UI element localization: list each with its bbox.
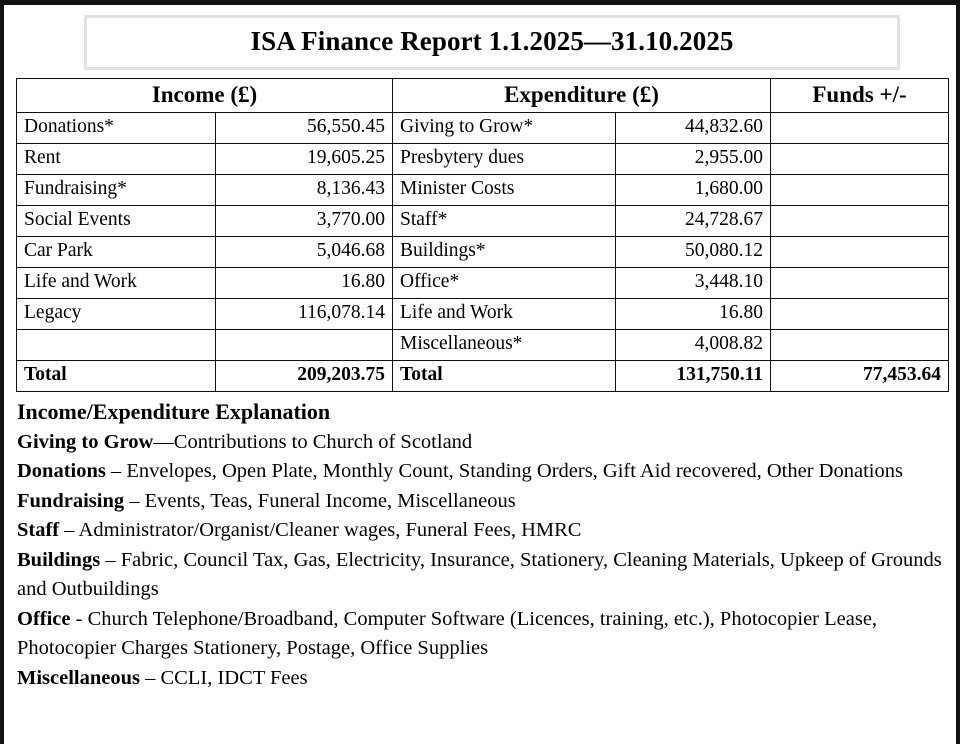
expenditure-amount-cell: 16.80 [616,299,771,330]
table-header-row [17,79,949,113]
explanation-section [17,397,947,693]
expenditure-amount-cell: 24,728.67 [616,206,771,237]
income-category-cell: Life and Work [17,268,216,299]
column-header-funds: Funds +/- [771,79,949,113]
report-title-box [84,15,900,70]
explanation-entry [17,487,947,517]
income-category-cell: Social Events [17,206,216,237]
explanation-text: Administrator/Organist/Cleaner wages, Funeral Fees, HMRC [78,519,582,542]
income-amount-cell: 8,136.43 [216,175,393,206]
expenditure-category-cell: Giving to Grow* [393,113,616,144]
funds-total-amount: 77,453.64 [771,361,949,392]
explanation-term: Donations [17,460,106,483]
table-row [17,113,949,144]
expenditure-amount-cell: 44,832.60 [616,113,771,144]
income-amount-cell: 116,078.14 [216,299,393,330]
explanation-term: Miscellaneous [17,666,140,689]
expenditure-amount-cell: 3,448.10 [616,268,771,299]
explanation-heading: Income/Expenditure Explanation [17,399,331,425]
expenditure-amount-cell: 1,680.00 [616,175,771,206]
explanation-separator: - [70,607,88,630]
explanation-entry [17,457,947,487]
expenditure-total-label: Total [393,361,616,392]
explanation-entry [17,428,947,458]
table-row [17,330,949,361]
income-category-cell: Donations* [17,113,216,144]
explanation-term: Giving to Grow [17,430,154,453]
explanation-text: Church Telephone/Broadband, Computer Software (Licences, training, etc.), Photocopier Lease, Photocopier Charges Stationery, Postage, Office Supplies [17,607,878,660]
expenditure-amount-cell: 50,080.12 [616,237,771,268]
explanation-entry [17,605,947,664]
income-amount-cell: 5,046.68 [216,237,393,268]
expenditure-category-cell: Life and Work [393,299,616,330]
explanation-entry [17,546,947,605]
expenditure-total-amount: 131,750.11 [616,361,771,392]
income-amount-cell: 56,550.45 [216,113,393,144]
expenditure-category-cell: Presbytery dues [393,144,616,175]
table-body [17,113,949,392]
funds-cell [771,206,949,237]
expenditure-category-cell: Buildings* [393,237,616,268]
explanation-entry [17,516,947,546]
explanation-separator: – [140,666,161,689]
explanation-entry [17,664,947,694]
income-amount-cell [216,330,393,361]
income-category-cell [17,330,216,361]
table-row [17,268,949,299]
expenditure-category-cell: Minister Costs [393,175,616,206]
income-total-amount: 209,203.75 [216,361,393,392]
explanation-list [17,428,947,694]
explanation-separator: – [100,548,121,571]
funds-cell [771,237,949,268]
expenditure-category-cell: Staff* [393,206,616,237]
table-row [17,175,949,206]
table-row [17,144,949,175]
explanation-separator: – [124,489,145,512]
expenditure-amount-cell: 4,008.82 [616,330,771,361]
explanation-text: Fabric, Council Tax, Gas, Electricity, Insurance, Stationery, Cleaning Materials, Upkeep of Grounds and Outbuildings [17,548,942,601]
page-title: ISA Finance Report 1.1.2025—31.10.2025 [250,26,734,56]
funds-cell [771,299,949,330]
explanation-separator: – [105,460,127,483]
funds-cell [771,113,949,144]
document-sheet [4,5,956,744]
income-category-cell: Legacy [17,299,216,330]
explanation-separator: – [59,519,79,542]
expenditure-category-cell: Office* [393,268,616,299]
funds-cell [771,330,949,361]
income-amount-cell: 3,770.00 [216,206,393,237]
table-total-row [17,361,949,392]
table-row [17,237,949,268]
income-category-cell: Rent [17,144,216,175]
funds-cell [771,175,949,206]
finance-table [16,78,949,392]
expenditure-amount-cell: 2,955.00 [616,144,771,175]
explanation-text: Events, Teas, Funeral Income, Miscellaneous [144,489,516,512]
explanation-text: CCLI, IDCT Fees [160,666,308,689]
explanation-term: Office [17,607,71,630]
table-header [17,79,949,113]
explanation-text: Envelopes, Open Plate, Monthly Count, Standing Orders, Gift Aid recovered, Other Donations [126,460,903,483]
table-row [17,206,949,237]
income-amount-cell: 19,605.25 [216,144,393,175]
column-header-expenditure: Expenditure (£) [393,79,771,113]
income-category-cell: Car Park [17,237,216,268]
explanation-term: Buildings [17,548,101,571]
expenditure-category-cell: Miscellaneous* [393,330,616,361]
funds-cell [771,268,949,299]
explanation-term: Fundraising [17,489,125,512]
funds-cell [771,144,949,175]
table-row [17,299,949,330]
explanation-term: Staff [17,519,60,542]
explanation-separator: — [153,430,174,453]
column-header-income: Income (£) [17,79,393,113]
income-total-label: Total [17,361,216,392]
explanation-text: Contributions to Church of Scotland [173,430,473,453]
income-amount-cell: 16.80 [216,268,393,299]
income-category-cell: Fundraising* [17,175,216,206]
